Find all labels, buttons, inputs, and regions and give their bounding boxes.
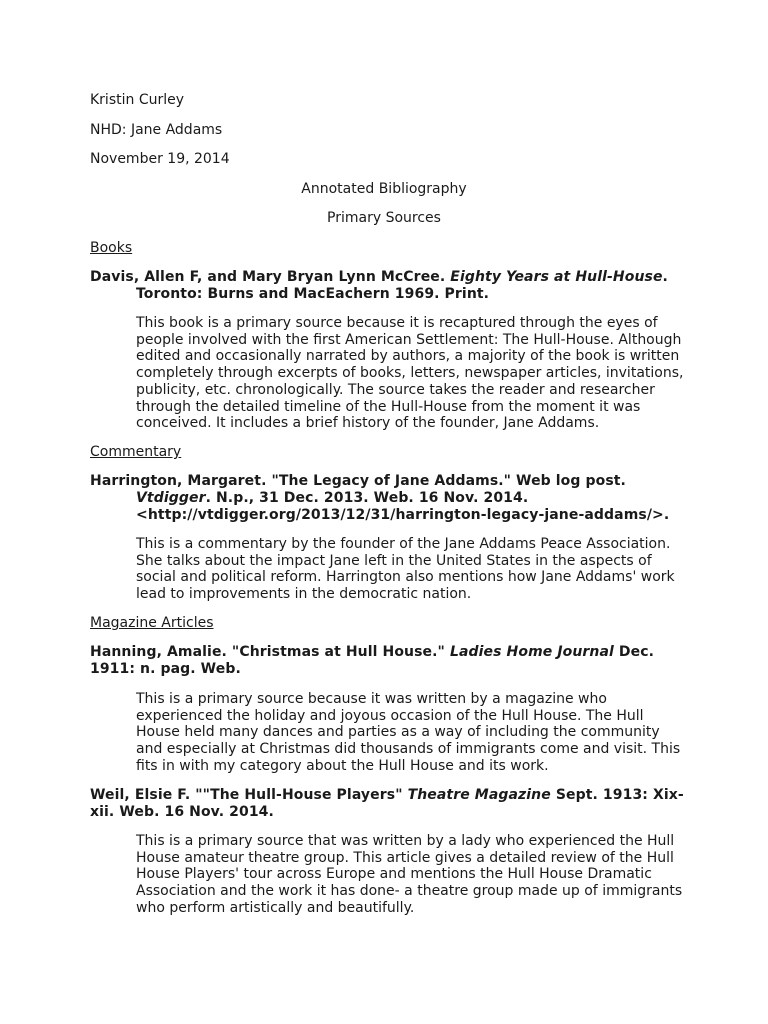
citation-text: .: [662, 269, 668, 285]
citation-text: Dec.: [613, 644, 655, 660]
course-name: NHD: Jane Addams: [90, 122, 223, 138]
citation-title: Theatre Magazine: [407, 787, 551, 803]
annotation-line: experienced the holiday and joyous occasion of the Hull House. The Hull: [136, 707, 644, 724]
author-name: Kristin Curley: [90, 92, 185, 108]
document-subtitle: Primary Sources: [327, 210, 441, 226]
citation-text: Harrington, Margaret. "The Legacy of Jane Addams." Web log post.: [90, 473, 626, 489]
section-heading-books: Books: [90, 240, 133, 256]
citation-text: Davis, Allen F, and Mary Bryan Lynn McCree.: [90, 269, 451, 285]
citation-davis: [90, 269, 690, 303]
annotation-line: fits in with my category about the Hull House and its work.: [136, 757, 549, 774]
annotation-line: and especially at Christmas did thousands of immigrants come and visit. This: [136, 741, 681, 758]
citation-url: <http://vtdigger.org/2013/12/31/harrington-legacy-jane-addams/>.: [136, 507, 670, 523]
citation-hanning: [90, 644, 690, 678]
annotation-line: publicity, etc. chronologically. The source takes the reader and researcher: [136, 381, 655, 398]
annotation-line: social and political reform. Harrington also mentions how Jane Addams' work: [136, 569, 675, 586]
annotation-davis: [136, 315, 684, 432]
citation-title: Vtdigger: [136, 490, 206, 506]
annotation-line: Association and the work it has done- a theatre group made up of immigrants: [136, 883, 683, 900]
citation-text: Sept. 1913: Xix-: [550, 787, 684, 803]
section-heading-magazine-articles: Magazine Articles: [90, 615, 214, 631]
annotation-weil: [136, 833, 681, 917]
citation-text: . N.p., 31 Dec. 2013. Web. 16 Nov. 2014.: [205, 490, 529, 506]
section-heading-commentary: Commentary: [90, 444, 182, 460]
annotation-line: through the detailed timeline of the Hull-House from the moment it was: [136, 398, 641, 415]
document-title: Annotated Bibliography: [301, 181, 467, 197]
annotation-line: This book is a primary source because it is recaptured through the eyes of: [136, 315, 658, 331]
citation-text: Weil, Elsie F. ""The Hull-House Players": [90, 787, 408, 803]
annotation-line: who perform artistically and beautifully.: [136, 899, 415, 916]
citation-title: Ladies Home Journal: [449, 644, 614, 660]
annotation-line: House Players' tour across Europe and mentions the Hull House Dramatic: [136, 866, 652, 883]
annotation-line: This is a primary source that was written by a lady who experienced the Hull: [136, 833, 675, 849]
annotation-line: completely through excerpts of books, letters, newspaper articles, invitations,: [136, 365, 684, 382]
document-date: November 19, 2014: [90, 151, 230, 167]
annotation-line: lead to improvements in the democratic nation.: [136, 586, 472, 603]
annotation-line: conceived. It includes a brief history of the founder, Jane Addams.: [136, 415, 600, 432]
annotation-line: She talks about the impact Jane left in the United States in the aspects of: [136, 552, 652, 569]
citation-text: Toronto: Burns and MacEachern 1969. Print.: [136, 286, 490, 302]
annotation-line: edited and occasionally narrated by authors, a majority of the book is written: [136, 348, 680, 365]
annotation-harrington: [136, 536, 681, 603]
citation-harrington: [90, 473, 690, 524]
annotation-line: people involved with the first American Settlement: The Hull-House. Although: [136, 331, 682, 348]
annotation-line: House amateur theatre group. This article gives a detailed review of the Hull: [136, 849, 674, 866]
citation-text: xii. Web. 16 Nov. 2014.: [90, 804, 274, 820]
citation-title: Eighty Years at Hull-House: [450, 269, 663, 285]
annotation-line: This is a primary source because it was written by a magazine who: [136, 691, 607, 707]
citation-text: Hanning, Amalie. "Christmas at Hull House.": [90, 644, 450, 660]
citation-weil: [90, 787, 690, 821]
annotation-hanning: [136, 691, 681, 775]
citation-text: 1911: n. pag. Web.: [90, 661, 241, 677]
annotation-line: This is a commentary by the founder of the Jane Addams Peace Association.: [136, 536, 671, 552]
annotation-line: House held many dances and parties as a way of including the community: [136, 724, 660, 741]
